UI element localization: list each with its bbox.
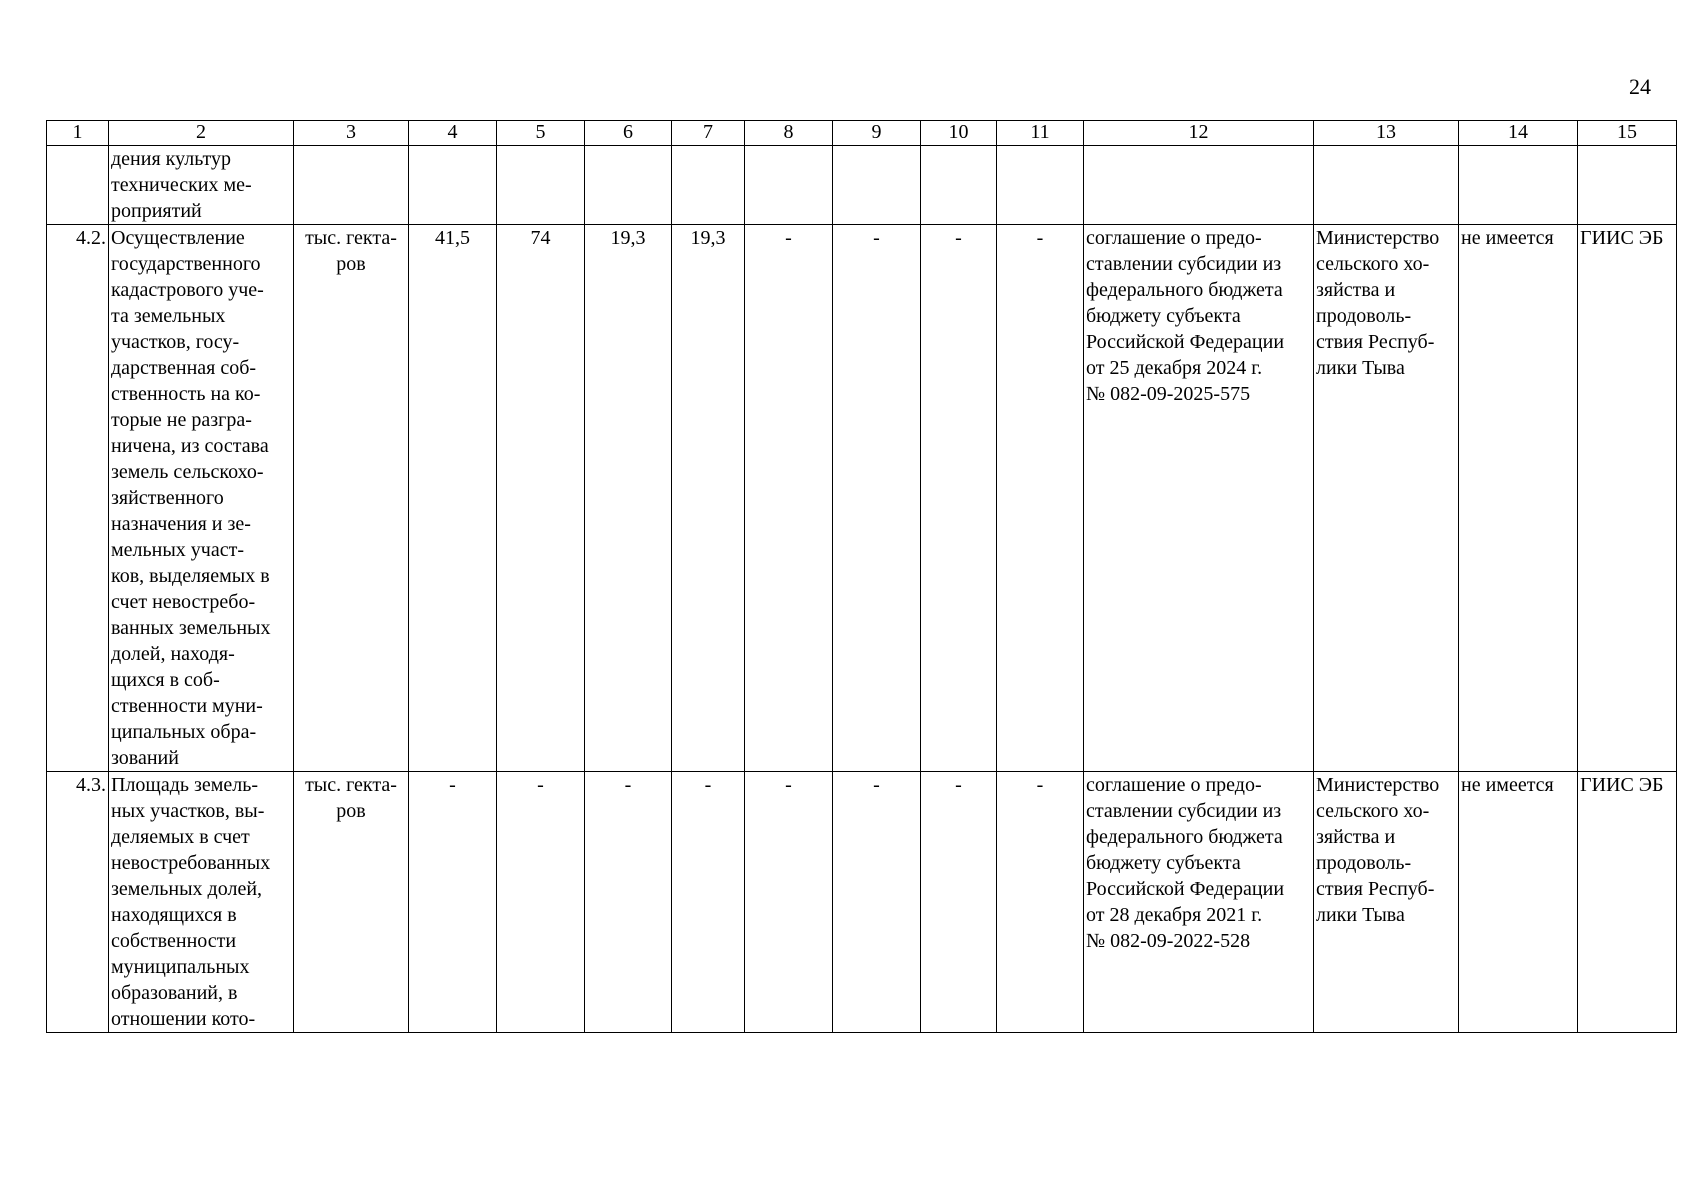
row-number: 4.2. bbox=[47, 225, 109, 772]
value-cell-9: - bbox=[833, 225, 921, 772]
value-cell-5: - bbox=[497, 772, 585, 1033]
col15-cell bbox=[1578, 146, 1677, 225]
column-header: 6 bbox=[585, 121, 672, 146]
column-header: 7 bbox=[672, 121, 745, 146]
basis-cell: соглашение о предо- ставлении субсидии из федерального бюджета бюджету субъекта Российской Федерации от 25 декабря 2024 г. № 082-09-2025-575 bbox=[1084, 225, 1314, 772]
column-header: 3 bbox=[294, 121, 409, 146]
value-cell-8: - bbox=[745, 772, 833, 1033]
col14-cell: не имеется bbox=[1459, 772, 1578, 1033]
table-row bbox=[47, 225, 1677, 772]
value-cell-7 bbox=[672, 146, 745, 225]
unit-cell: тыс. гекта- ров bbox=[294, 225, 409, 772]
value-cell-4 bbox=[409, 146, 497, 225]
responsible-cell: Министерство сельского хо- зяйства и продоволь- ствия Респуб- лики Тыва bbox=[1314, 225, 1459, 772]
basis-cell bbox=[1084, 146, 1314, 225]
value-cell-10: - bbox=[921, 225, 997, 772]
value-cell-6 bbox=[585, 146, 672, 225]
value-cell-6: - bbox=[585, 772, 672, 1033]
row-number: 4.3. bbox=[47, 772, 109, 1033]
table-row bbox=[47, 772, 1677, 1033]
value-cell-9: - bbox=[833, 772, 921, 1033]
column-header: 10 bbox=[921, 121, 997, 146]
value-cell-7: - bbox=[672, 772, 745, 1033]
value-cell-8: - bbox=[745, 225, 833, 772]
value-cell-10 bbox=[921, 146, 997, 225]
column-numbers-row bbox=[47, 121, 1677, 146]
column-header: 4 bbox=[409, 121, 497, 146]
value-cell-4: 41,5 bbox=[409, 225, 497, 772]
indicator-name: Площадь земель- ных участков, вы- деляемых в счет невостребованных земельных долей, находящихся в собственности муниципальных образований, в отношении кото- bbox=[109, 772, 294, 1033]
column-header: 2 bbox=[109, 121, 294, 146]
col15-cell: ГИИС ЭБ bbox=[1578, 772, 1677, 1033]
responsible-cell bbox=[1314, 146, 1459, 225]
column-header: 5 bbox=[497, 121, 585, 146]
unit-cell bbox=[294, 146, 409, 225]
value-cell-9 bbox=[833, 146, 921, 225]
col15-cell: ГИИС ЭБ bbox=[1578, 225, 1677, 772]
value-cell-11 bbox=[997, 146, 1084, 225]
value-cell-7: 19,3 bbox=[672, 225, 745, 772]
value-cell-6: 19,3 bbox=[585, 225, 672, 772]
indicator-name: Осуществление государственного кадастрового уче- та земельных участков, госу- дарственная соб- ственность на ко- торые не разгра- ничена, из состава земель сельскохо- зяйственного назначения и зе- мельных участ- ков, выделяемых в счет невостребо- ванных земельных долей, находя- щихся в соб- ственности муни- ципальных обра- зований bbox=[109, 225, 294, 772]
table-row bbox=[47, 146, 1677, 225]
column-header: 15 bbox=[1578, 121, 1677, 146]
basis-cell: соглашение о предо- ставлении субсидии из федерального бюджета бюджету субъекта Российской Федерации от 28 декабря 2021 г. № 082-09-2022-528 bbox=[1084, 772, 1314, 1033]
column-header: 8 bbox=[745, 121, 833, 146]
indicators-table bbox=[46, 120, 1677, 1033]
col14-cell bbox=[1459, 146, 1578, 225]
value-cell-4: - bbox=[409, 772, 497, 1033]
row-number bbox=[47, 146, 109, 225]
col14-cell: не имеется bbox=[1459, 225, 1578, 772]
value-cell-5: 74 bbox=[497, 225, 585, 772]
column-header: 13 bbox=[1314, 121, 1459, 146]
column-header: 11 bbox=[997, 121, 1084, 146]
column-header: 1 bbox=[47, 121, 109, 146]
value-cell-10: - bbox=[921, 772, 997, 1033]
value-cell-8 bbox=[745, 146, 833, 225]
responsible-cell: Министерство сельского хо- зяйства и продоволь- ствия Респуб- лики Тыва bbox=[1314, 772, 1459, 1033]
value-cell-5 bbox=[497, 146, 585, 225]
column-header: 14 bbox=[1459, 121, 1578, 146]
unit-cell: тыс. гекта- ров bbox=[294, 772, 409, 1033]
value-cell-11: - bbox=[997, 225, 1084, 772]
column-header: 12 bbox=[1084, 121, 1314, 146]
page-number: 24 bbox=[1629, 74, 1651, 99]
value-cell-11: - bbox=[997, 772, 1084, 1033]
column-header: 9 bbox=[833, 121, 921, 146]
indicator-name: дения культур технических ме- роприятий bbox=[109, 146, 294, 225]
